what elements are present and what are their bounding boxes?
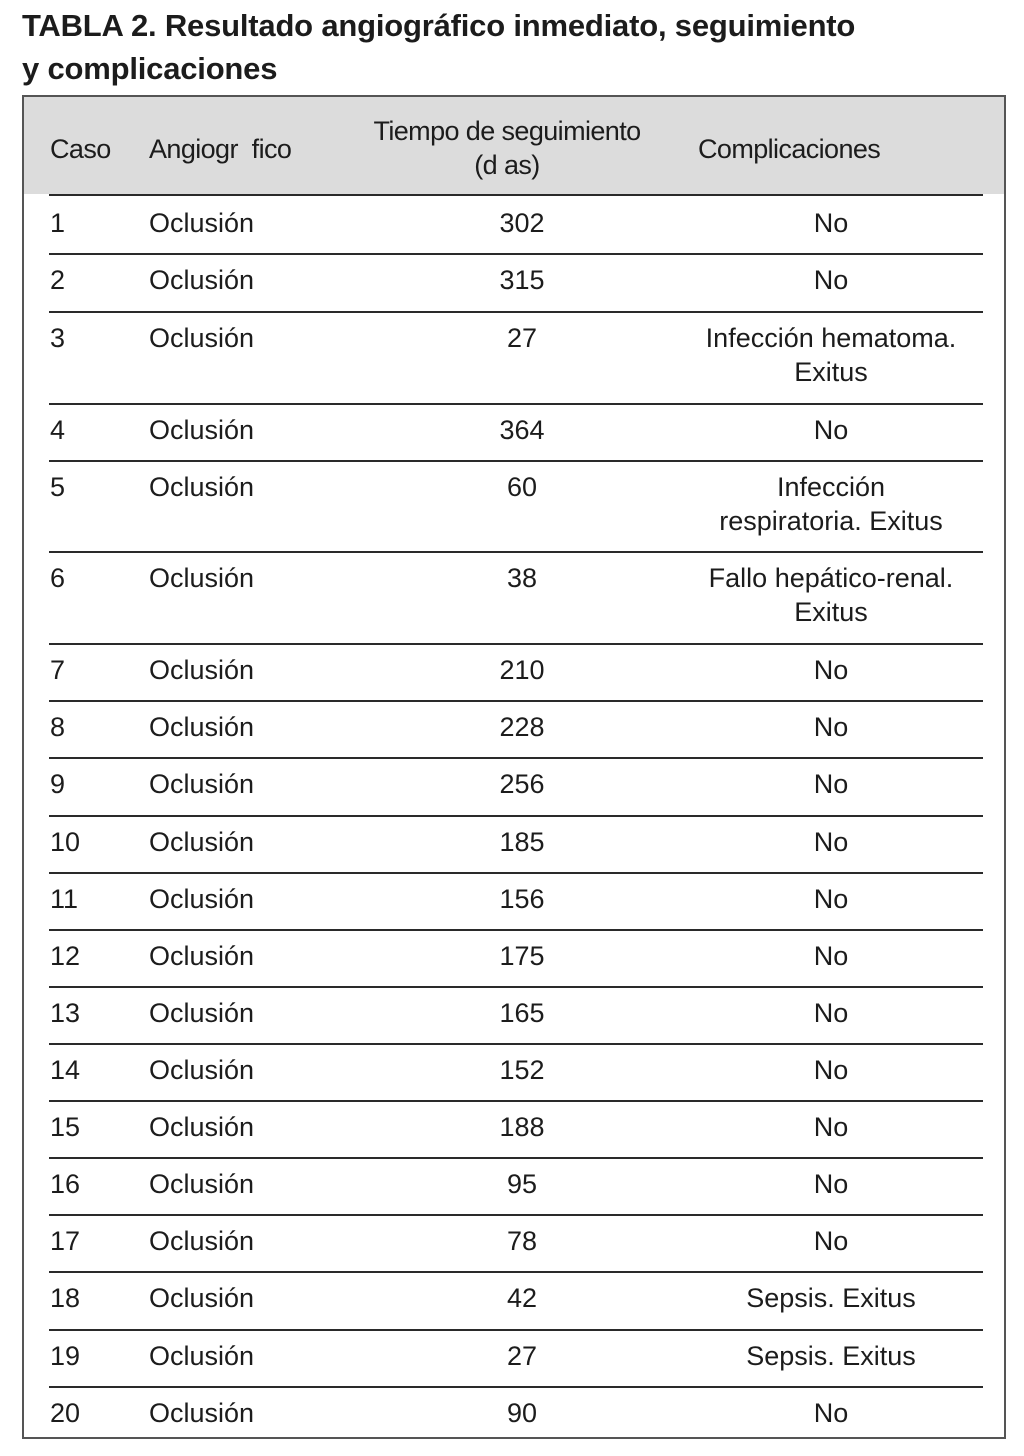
cell-angiografico: Oclusión xyxy=(149,655,255,685)
cell-complicaciones xyxy=(664,1281,998,1315)
complicaciones-line-1: No xyxy=(813,884,849,914)
cell-complicaciones xyxy=(664,263,998,297)
cell-caso: 18 xyxy=(50,1283,81,1313)
complicaciones-line-1: No xyxy=(813,827,849,857)
cell-tiempo: 175 xyxy=(499,941,545,971)
table-row xyxy=(24,253,1004,311)
cell-angiografico: Oclusión xyxy=(149,1226,255,1256)
cell-caso: 14 xyxy=(50,1055,81,1085)
cell-angiografico: Oclusión xyxy=(149,712,255,742)
cell-tiempo: 152 xyxy=(499,1055,545,1085)
cell-tiempo: 156 xyxy=(499,884,545,914)
cell-complicaciones xyxy=(664,825,998,859)
table-row xyxy=(24,1271,1004,1329)
table-row xyxy=(24,1043,1004,1100)
cell-angiografico: Oclusión xyxy=(149,208,255,238)
complicaciones-line-1: Infección hematoma. xyxy=(705,323,957,353)
cell-angiografico: Oclusión xyxy=(149,415,255,445)
cell-angiografico: Oclusión xyxy=(149,884,255,914)
cell-angiografico: Oclusión xyxy=(149,1112,255,1142)
cell-angiografico: Oclusión xyxy=(149,769,255,799)
cell-caso: 17 xyxy=(50,1226,81,1256)
complicaciones-line-1: No xyxy=(813,941,849,971)
cell-complicaciones xyxy=(664,413,998,447)
cell-complicaciones xyxy=(664,996,998,1030)
complicaciones-line-2: Exitus xyxy=(794,597,868,627)
complicaciones-line-1: Sepsis. Exitus xyxy=(746,1283,916,1313)
cell-tiempo: 38 xyxy=(506,563,538,593)
cell-tiempo: 364 xyxy=(499,415,545,445)
results-table xyxy=(22,95,1006,1439)
complicaciones-line-1: No xyxy=(813,1226,849,1256)
cell-tiempo: 256 xyxy=(499,769,545,799)
cell-angiografico: Oclusión xyxy=(149,827,255,857)
table-row xyxy=(24,1386,1004,1443)
table-row xyxy=(24,551,1004,643)
cell-tiempo: 27 xyxy=(506,1341,538,1371)
complicaciones-line-2: respiratoria. Exitus xyxy=(719,506,943,536)
cell-angiografico: Oclusión xyxy=(149,1398,255,1428)
cell-caso: 15 xyxy=(50,1112,81,1142)
cell-complicaciones xyxy=(664,710,998,744)
cell-caso: 10 xyxy=(50,827,81,857)
cell-complicaciones xyxy=(664,321,998,389)
cell-tiempo: 165 xyxy=(499,998,545,1028)
cell-tiempo: 95 xyxy=(506,1169,538,1199)
table-title xyxy=(22,4,1012,90)
complicaciones-line-1: Fallo hepático-renal. xyxy=(708,563,954,593)
cell-tiempo: 228 xyxy=(499,712,545,742)
table-row xyxy=(24,643,1004,700)
cell-angiografico: Oclusión xyxy=(149,472,255,502)
header-complicaciones: Complicaciones xyxy=(698,134,881,164)
cell-tiempo: 315 xyxy=(499,265,545,295)
table-title-line-2: y complicaciones xyxy=(22,51,278,86)
table-row xyxy=(24,929,1004,986)
cell-caso: 20 xyxy=(50,1398,81,1428)
complicaciones-line-1: No xyxy=(813,265,849,295)
cell-complicaciones xyxy=(664,1167,998,1201)
cell-caso: 9 xyxy=(50,769,66,799)
cell-caso: 8 xyxy=(50,712,66,742)
table-title-line-1: TABLA 2. Resultado angiográfico inmediato, seguimiento xyxy=(22,8,856,43)
cell-caso: 11 xyxy=(50,884,79,914)
cell-complicaciones xyxy=(664,561,998,629)
table-row xyxy=(24,196,1004,253)
cell-caso: 7 xyxy=(50,655,66,685)
complicaciones-line-1: No xyxy=(813,769,849,799)
cell-caso: 6 xyxy=(50,563,66,593)
table-header xyxy=(24,97,1004,194)
table-row xyxy=(24,460,1004,551)
cell-angiografico: Oclusión xyxy=(149,1341,255,1371)
complicaciones-line-1: No xyxy=(813,712,849,742)
table-row xyxy=(24,757,1004,815)
table-row xyxy=(24,1100,1004,1157)
cell-caso: 3 xyxy=(50,323,66,353)
table-row xyxy=(24,1157,1004,1214)
cell-complicaciones xyxy=(664,653,998,687)
cell-complicaciones xyxy=(664,1053,998,1087)
cell-angiografico: Oclusión xyxy=(149,563,255,593)
cell-tiempo: 185 xyxy=(499,827,545,857)
complicaciones-line-1: No xyxy=(813,998,849,1028)
complicaciones-line-1: No xyxy=(813,208,849,238)
cell-tiempo: 302 xyxy=(499,208,545,238)
complicaciones-line-1: Infección xyxy=(776,472,886,502)
cell-tiempo: 78 xyxy=(506,1226,538,1256)
complicaciones-line-1: No xyxy=(813,1112,849,1142)
complicaciones-line-1: No xyxy=(813,1169,849,1199)
cell-complicaciones xyxy=(664,1396,998,1430)
cell-tiempo: 27 xyxy=(506,323,538,353)
cell-tiempo: 60 xyxy=(506,472,538,502)
table-row xyxy=(24,815,1004,872)
cell-caso: 13 xyxy=(50,998,81,1028)
cell-angiografico: Oclusión xyxy=(149,941,255,971)
cell-complicaciones xyxy=(664,1110,998,1144)
cell-complicaciones xyxy=(664,206,998,240)
complicaciones-line-1: No xyxy=(813,1398,849,1428)
complicaciones-line-2: Exitus xyxy=(794,357,868,387)
cell-complicaciones xyxy=(664,767,998,801)
cell-angiografico: Oclusión xyxy=(149,1283,255,1313)
complicaciones-line-1: Sepsis. Exitus xyxy=(746,1341,916,1371)
cell-tiempo: 188 xyxy=(499,1112,545,1142)
header-angiografico: Angiogr fico xyxy=(149,134,292,164)
cell-complicaciones xyxy=(664,939,998,973)
complicaciones-line-1: No xyxy=(813,655,849,685)
cell-complicaciones xyxy=(664,1339,998,1373)
cell-angiografico: Oclusión xyxy=(149,998,255,1028)
cell-caso: 5 xyxy=(50,472,66,502)
cell-angiografico: Oclusión xyxy=(149,1055,255,1085)
table-row xyxy=(24,986,1004,1043)
table-row xyxy=(24,311,1004,403)
table-row xyxy=(24,403,1004,460)
cell-angiografico: Oclusión xyxy=(149,265,255,295)
cell-caso: 12 xyxy=(50,941,81,971)
table-row xyxy=(24,872,1004,929)
cell-tiempo: 42 xyxy=(506,1283,538,1313)
cell-tiempo: 210 xyxy=(499,655,545,685)
cell-complicaciones xyxy=(664,882,998,916)
complicaciones-line-1: No xyxy=(813,1055,849,1085)
table-row xyxy=(24,1329,1004,1386)
cell-caso: 4 xyxy=(50,415,66,445)
header-tiempo-line-1: Tiempo de seguimiento xyxy=(373,116,641,146)
cell-caso: 16 xyxy=(50,1169,81,1199)
cell-caso: 2 xyxy=(50,265,66,295)
cell-angiografico: Oclusión xyxy=(149,1169,255,1199)
table-row xyxy=(24,1214,1004,1271)
cell-tiempo: 90 xyxy=(506,1398,538,1428)
table-row xyxy=(24,700,1004,757)
header-tiempo-line-2: (d as) xyxy=(474,150,540,180)
cell-angiografico: Oclusión xyxy=(149,323,255,353)
complicaciones-line-1: No xyxy=(813,415,849,445)
cell-complicaciones xyxy=(664,1224,998,1258)
header-tiempo xyxy=(342,114,672,182)
header-caso: Caso xyxy=(50,134,111,164)
cell-complicaciones xyxy=(664,470,998,538)
cell-caso: 19 xyxy=(50,1341,81,1371)
cell-caso: 1 xyxy=(50,208,66,238)
